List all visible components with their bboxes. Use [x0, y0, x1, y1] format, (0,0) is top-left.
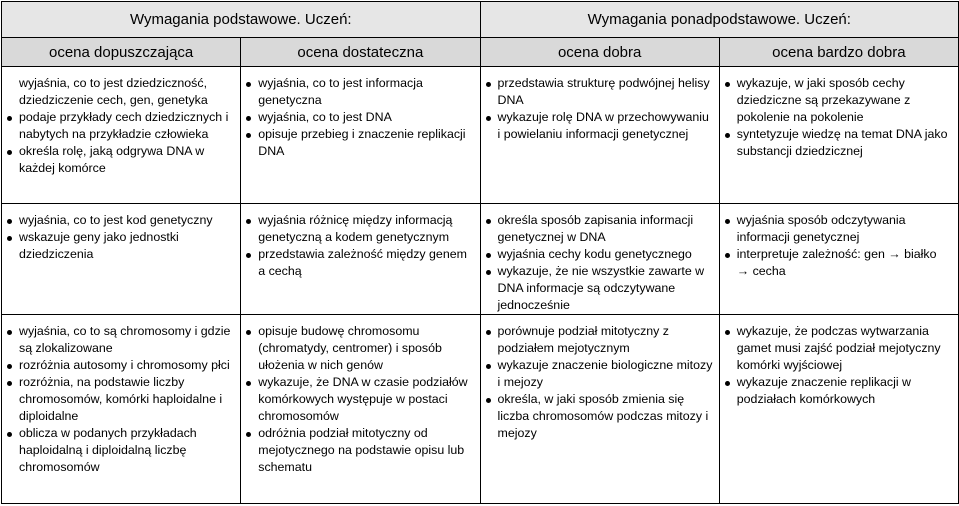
requirement-list [241, 315, 479, 476]
requirement-item: oblicza w podanych przykładach haploidalną i diploidalną liczbę chromosomów [19, 425, 234, 476]
requirement-item: porównuje podział mitotyczny z podziałem mejotycznym [498, 323, 713, 357]
requirement-list [481, 204, 719, 314]
requirement-cell [480, 315, 719, 504]
requirement-item: syntetyzuje wiedzę na temat DNA jako substancji dziedzicznej [737, 126, 952, 160]
requirement-item: określa sposób zapisania informacji genetycznej w DNA [498, 212, 713, 246]
grade-heading-very-good: ocena bardzo dobra [719, 38, 958, 67]
requirement-item: wykazuje, w jaki sposób cechy dziedziczne są przekazywane z pokolenie na pokolenie [737, 75, 952, 126]
requirement-cell [2, 315, 241, 504]
requirement-list [720, 204, 958, 280]
grade-heading-satisfactory: ocena dostateczna [241, 38, 480, 67]
requirement-item: wyjaśnia, co to jest DNA [258, 109, 473, 126]
requirement-item: rozróżnia autosomy i chromosomy płci [19, 357, 234, 374]
requirement-item: wyjaśnia, co to jest dziedziczność, dziedziczenie cech, gen, genetyka [19, 76, 208, 107]
requirement-item: interpretuje zależność: gen → białko → cecha [737, 246, 952, 280]
requirement-item: wyjaśnia sposób odczytywania informacji genetycznej [737, 212, 952, 246]
requirement-item: wyjaśnia cechy kodu genetycznego [498, 246, 713, 263]
requirement-list [720, 67, 958, 160]
basic-requirements-heading: Wymagania podstawowe. Uczeń: [2, 2, 481, 38]
requirement-item: podaje przykłady cech dziedzicznych i nabytych na przykładzie człowieka [19, 109, 234, 143]
requirement-cell [480, 204, 719, 315]
requirement-cell [719, 67, 958, 204]
requirement-item: wyjaśnia, co to jest kod genetyczny [19, 212, 234, 229]
requirement-list [241, 204, 479, 280]
requirement-item: opisuje budowę chromosomu (chromatydy, centromer) i sposób ułożenia w nich genów [258, 323, 473, 374]
requirement-item: wykazuje, że DNA w czasie podziałów komórkowych występuje w postaci chromosomów [258, 374, 473, 425]
requirement-list [241, 67, 479, 160]
requirement-cell [241, 204, 480, 315]
requirement-cell [2, 67, 241, 204]
requirement-item: wskazuje geny jako jednostki dziedziczenia [19, 229, 234, 263]
requirement-list [2, 204, 240, 263]
requirement-item: przedstawia zależność między genem a cechą [258, 246, 473, 280]
requirements-table [1, 1, 959, 504]
requirement-item: odróżnia podział mitotyczny od mejotycznego na podstawie opisu lub schematu [258, 425, 473, 476]
grade-header-row [2, 38, 959, 67]
requirement-level-header-row [2, 2, 959, 38]
requirement-cell [480, 67, 719, 204]
requirement-item: wykazuje rolę DNA w przechowywaniu i powielaniu informacji genetycznej [498, 109, 713, 143]
requirement-item: wyjaśnia, co to jest informacja genetyczna [258, 75, 473, 109]
requirement-item: określa rolę, jaką odgrywa DNA w każdej komórce [19, 143, 234, 177]
requirement-item: przedstawia strukturę podwójnej helisy DNA [498, 75, 713, 109]
requirement-list [2, 67, 240, 177]
table-row [2, 315, 959, 504]
requirement-cell [719, 315, 958, 504]
requirement-item: wykazuje znaczenie biologiczne mitozy i mejozy [497, 358, 713, 389]
requirement-cell [241, 315, 480, 504]
requirement-item: opisuje przebieg i znaczenie replikacji DNA [258, 126, 473, 160]
grade-heading-sufficient: ocena dopuszczająca [2, 38, 241, 67]
table-row [2, 204, 959, 315]
requirement-list [481, 67, 719, 143]
requirement-list [720, 315, 958, 408]
requirement-list [2, 315, 240, 476]
requirement-list [481, 315, 719, 442]
requirement-cell [241, 67, 480, 204]
requirement-item: wykazuje, że podczas wytwarzania gamet musi zajść podział mejotyczny komórki wyjściowej [737, 323, 952, 374]
requirement-item: wykazuje, że nie wszystkie zawarte w DNA informacje są odczytywane jednocześnie [498, 263, 713, 314]
requirement-item: określa, w jaki sposób zmienia się liczba chromosomów podczas mitozy i mejozy [498, 391, 713, 442]
table-row [2, 67, 959, 204]
grade-heading-good: ocena dobra [480, 38, 719, 67]
requirement-cell [719, 204, 958, 315]
requirement-cell [2, 204, 241, 315]
requirement-item: rozróżnia, na podstawie liczby chromosomów, komórki haploidalne i diploidalne [19, 374, 234, 425]
requirement-item: wyjaśnia różnicę między informacją genetyczną a kodem genetycznym [258, 212, 473, 246]
advanced-requirements-heading: Wymagania ponadpodstawowe. Uczeń: [480, 2, 959, 38]
requirement-item: wykazuje znaczenie replikacji w podziałach komórkowych [737, 374, 952, 408]
requirement-item: wyjaśnia, co to są chromosomy i gdzie są zlokalizowane [19, 323, 234, 357]
